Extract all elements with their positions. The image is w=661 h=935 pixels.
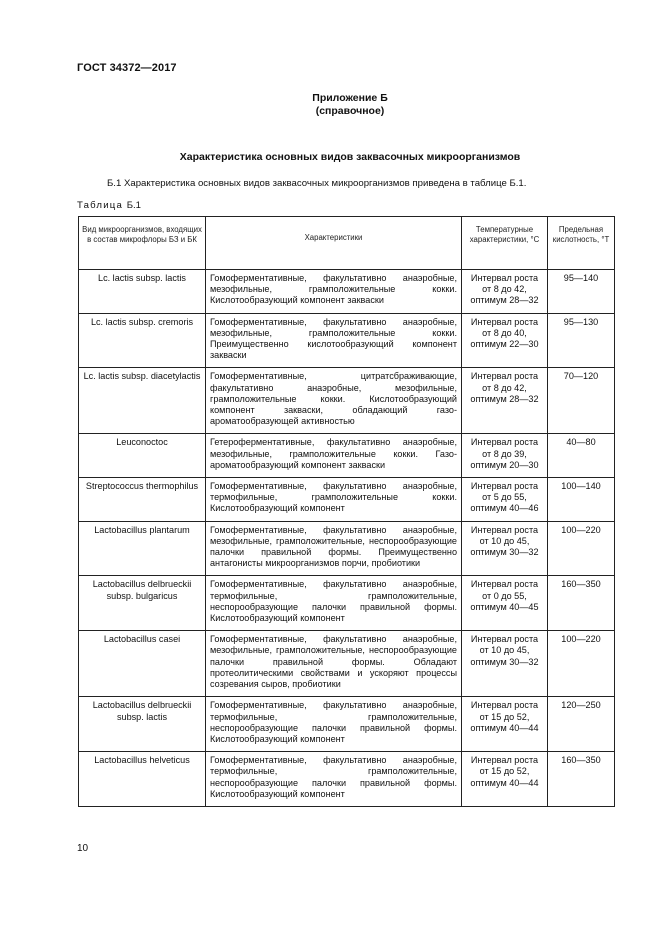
cell-temperature: Интервал роста от 8 до 39, оптимум 20—30 bbox=[462, 434, 548, 478]
cell-acidity: 100—220 bbox=[548, 521, 615, 576]
table-row bbox=[79, 752, 615, 807]
table-header-row bbox=[79, 217, 615, 270]
header-acidity: Предельная кислотность, °Т bbox=[548, 217, 615, 270]
cell-acidity: 40—80 bbox=[548, 434, 615, 478]
cell-temperature: Интервал роста от 15 до 52, оптимум 40—44 bbox=[462, 752, 548, 807]
cell-characteristics: Гомоферментативные, цитратсбраживающие, факультативно анаэробные, мезофильные, грамположительные кокки. Кислотообразующий компонент закваски, обладающий газо-ароматообразующей активностью bbox=[206, 368, 462, 434]
cell-characteristics: Гомоферментативные, факультативно анаэробные, термофильные, грамположительные кокки. Кислотообразующий компонент bbox=[206, 478, 462, 522]
cell-temperature: Интервал роста от 8 до 40, оптимум 22—30 bbox=[462, 313, 548, 368]
cell-acidity: 100—220 bbox=[548, 631, 615, 697]
cell-temperature: Интервал роста от 15 до 52, оптимум 40—44 bbox=[462, 697, 548, 752]
cell-organism: Lactobacillus helveticus bbox=[79, 752, 206, 807]
table-row bbox=[79, 434, 615, 478]
cell-acidity: 160—350 bbox=[548, 576, 615, 631]
table-row bbox=[79, 631, 615, 697]
microorganisms-table bbox=[78, 216, 615, 807]
table-row bbox=[79, 368, 615, 434]
annex-subtitle: (справочное) bbox=[315, 105, 385, 117]
header-temperature: Температурные характеристики, °С bbox=[462, 217, 548, 270]
table-row bbox=[79, 521, 615, 576]
cell-acidity: 120—250 bbox=[548, 697, 615, 752]
cell-characteristics: Гомоферментативные, факультативно анаэробные, термофильные, грамположительные, неспорообразующие палочки правильной формы. Кислотообразующий компонент bbox=[206, 697, 462, 752]
section-title: Характеристика основных видов заквасочных микроорганизмов bbox=[179, 151, 521, 163]
intro-paragraph: Б.1 Характеристика основных видов заквасочных микроорганизмов приведена в таблице Б.1. bbox=[107, 178, 527, 189]
cell-organism: Lactobacillus delbrueckii subsp. bulgaricus bbox=[79, 576, 206, 631]
cell-organism: Lc. lactis subsp. lactis bbox=[79, 270, 206, 314]
page-number: 10 bbox=[77, 843, 89, 854]
table-row bbox=[79, 313, 615, 368]
cell-characteristics: Гомоферментативные, факультативно анаэробные, мезофильные, грамположительные, неспорообразующие палочки правильной формы. Обладают протеолитическими свойствами и ускоряют процессы созревания сыров, пробиотики bbox=[206, 631, 462, 697]
cell-acidity: 95—140 bbox=[548, 270, 615, 314]
cell-characteristics: Гомоферментативные, факультативно анаэробные, мезофильные, грамположительные, неспорообразующие палочки правильной формы. Преимущественно антагонисты микроорганизмов порчи, пробиотики bbox=[206, 521, 462, 576]
table-row bbox=[79, 576, 615, 631]
cell-temperature: Интервал роста от 8 до 42, оптимум 28—32 bbox=[462, 368, 548, 434]
cell-acidity: 70—120 bbox=[548, 368, 615, 434]
table-caption bbox=[77, 200, 141, 211]
table-caption-prefix: Таблица bbox=[77, 200, 124, 211]
cell-organism: Lactobacillus plantarum bbox=[79, 521, 206, 576]
cell-organism: Lactobacillus casei bbox=[79, 631, 206, 697]
table-row bbox=[79, 478, 615, 522]
document-header: ГОСТ 34372—2017 bbox=[77, 62, 177, 74]
cell-organism: Lc. lactis subsp. cremoris bbox=[79, 313, 206, 368]
header-characteristics: Характеристики bbox=[206, 217, 462, 270]
table-caption-number: Б.1 bbox=[126, 200, 141, 211]
cell-characteristics: Гомоферментативные, факультативно анаэробные, термофильные, грамположительные, неспорообразующие палочки правильной формы. Кислотообразующий компонент bbox=[206, 752, 462, 807]
table-row bbox=[79, 270, 615, 314]
cell-acidity: 100—140 bbox=[548, 478, 615, 522]
cell-characteristics: Гомоферментативные, факультативно анаэробные, мезофильные, грамположительные кокки. Преимущественно кислотообразующий компонент закваски bbox=[206, 313, 462, 368]
cell-characteristics: Гетероферментативные, факультативно анаэробные, мезофильные, грамположительные кокки. Газо-ароматообразующий компонент закваски bbox=[206, 434, 462, 478]
cell-characteristics: Гомоферментативные, факультативно анаэробные, термофильные, грамположительные, неспорообразующие палочки правильной формы. Кислотообразующий компонент bbox=[206, 576, 462, 631]
annex-title: Приложение Б bbox=[312, 92, 388, 104]
cell-acidity: 160—350 bbox=[548, 752, 615, 807]
cell-temperature: Интервал роста от 5 до 55, оптимум 40—46 bbox=[462, 478, 548, 522]
header-organism: Вид микроорганизмов, входящих в состав микрофлоры БЗ и БК bbox=[79, 217, 206, 270]
cell-temperature: Интервал роста от 8 до 42, оптимум 28—32 bbox=[462, 270, 548, 314]
cell-temperature: Интервал роста от 10 до 45, оптимум 30—32 bbox=[462, 631, 548, 697]
cell-organism: Leuconoctoc bbox=[79, 434, 206, 478]
cell-temperature: Интервал роста от 10 до 45, оптимум 30—32 bbox=[462, 521, 548, 576]
cell-acidity: 95—130 bbox=[548, 313, 615, 368]
cell-organism: Streptococcus thermophilus bbox=[79, 478, 206, 522]
cell-temperature: Интервал роста от 0 до 55, оптимум 40—45 bbox=[462, 576, 548, 631]
cell-organism: Lactobacillus delbrueckii subsp. lactis bbox=[79, 697, 206, 752]
annex-heading bbox=[0, 92, 661, 118]
cell-organism: Lc. lactis subsp. diacetylactis bbox=[79, 368, 206, 434]
table-row bbox=[79, 697, 615, 752]
cell-characteristics: Гомоферментативные, факультативно анаэробные, мезофильные, грамположительные кокки. Кислотообразующий компонент закваски bbox=[206, 270, 462, 314]
